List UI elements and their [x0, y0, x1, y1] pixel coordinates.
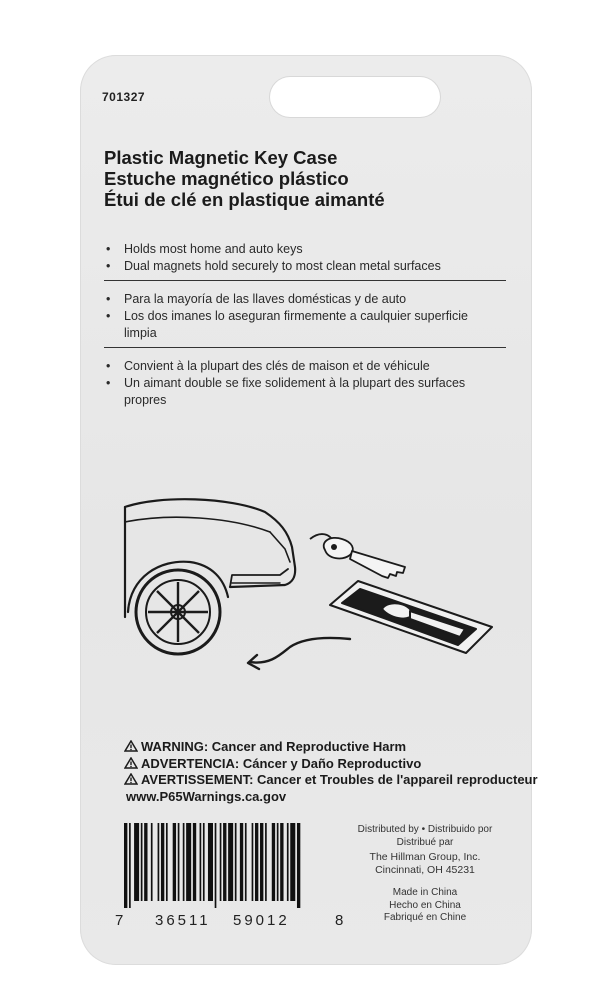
barcode-bar: [151, 823, 153, 901]
barcode-bar: [223, 823, 226, 901]
distributor-info: [350, 823, 500, 877]
distributor-label: Distributed by • Distribuido por: [357, 824, 493, 835]
divider: [104, 280, 506, 281]
bullet-item: • Los dos imanes lo aseguran firmemente a caulquier superficie limpia: [104, 308, 474, 342]
hang-hole: [270, 77, 440, 117]
distributor-company: The Hillman Group, Inc.: [369, 851, 481, 863]
sku-number: 701327: [102, 90, 146, 104]
car-key-case-illustration: [120, 487, 520, 687]
barcode-bar: [200, 823, 202, 901]
warning-text: ADVERTENCIA: Cáncer y Daño Reproductivo: [141, 755, 422, 771]
upc-barcode: [124, 823, 302, 908]
barcode-digit: 7: [115, 912, 124, 929]
title-english: Plastic Magnetic Key Case: [104, 147, 338, 168]
bullets-spanish: [104, 291, 514, 342]
barcode-bar: [290, 823, 295, 901]
title-french: Étui de clé en plastique aimanté: [104, 189, 385, 210]
barcode-bar: [144, 823, 147, 901]
barcode-digit: 36511: [155, 912, 211, 929]
warning-triangle-icon: [124, 740, 138, 752]
barcode-bar: [255, 823, 258, 901]
barcode-bar: [252, 823, 254, 901]
origin-french: Fabriqué en Chine: [383, 912, 467, 923]
bullets-english: [104, 241, 514, 275]
bullets-french: [104, 358, 514, 409]
divider: [104, 347, 506, 348]
barcode-bar: [240, 823, 243, 901]
barcode-bar: [235, 823, 237, 901]
barcode-bar: [272, 823, 275, 901]
bullet-item: • Para la mayoría de las llaves domésticas y de auto: [104, 291, 514, 308]
bullet-item: • Convient à la plupart des clés de maison et de véhicule: [104, 358, 514, 375]
barcode-bar: [203, 823, 205, 901]
country-of-origin: [350, 887, 500, 925]
barcode-bar: [297, 823, 300, 908]
barcode-bar: [124, 823, 127, 908]
warning-text: AVERTISSEMENT: Cancer et Troubles de l'appareil reproducteur: [141, 772, 538, 787]
barcode-bar: [215, 823, 217, 908]
car-line: [125, 517, 270, 532]
warning-triangle-icon: [124, 773, 138, 785]
barcode-bar: [193, 823, 196, 901]
warning-english: [124, 739, 524, 756]
barcode-bar: [166, 823, 168, 901]
barcode-bar: [265, 823, 267, 901]
barcode-bar: [245, 823, 247, 901]
warning-triangle-icon: [124, 757, 138, 769]
barcode-bar: [208, 823, 213, 901]
barcode-bar: [220, 823, 222, 901]
warning-spanish: [124, 756, 524, 773]
barcode-bar: [134, 823, 139, 901]
product-titles: [104, 147, 504, 210]
barcode-bar: [277, 823, 279, 901]
packaging-card: [80, 55, 538, 965]
key-case-icon: [330, 581, 492, 653]
barcode-bar: [161, 823, 164, 901]
barcode-bar: [158, 823, 160, 901]
barcode-digit: 8: [335, 912, 344, 929]
origin-english: Made in China: [392, 887, 458, 898]
barcode-bar: [183, 823, 185, 901]
key-icon: [324, 538, 405, 578]
arrow-path: [250, 638, 350, 663]
bullet-item: • Un aimant double se fixe solidement à la plupart des surfaces propres: [104, 375, 504, 409]
barcode-bar: [173, 823, 176, 901]
barcode-bar: [129, 823, 131, 908]
barcode-bar: [228, 823, 233, 901]
bullet-item: • Dual magnets hold securely to most clean metal surfaces: [104, 258, 514, 275]
barcode-bar: [260, 823, 263, 901]
warning-url: www.P65Warnings.ca.gov: [126, 788, 287, 804]
title-spanish: Estuche magnético plástico: [104, 168, 349, 189]
distributor-label-fr: Distribué par: [396, 837, 454, 848]
warning-french: [124, 772, 538, 789]
barcode-bar: [178, 823, 180, 901]
prop65-warnings: [124, 739, 538, 805]
barcode-bar: [287, 823, 289, 901]
car-hood-line: [125, 499, 295, 587]
distributor-city: Cincinnati, OH 45231: [375, 864, 475, 876]
barcode-bar: [186, 823, 191, 901]
barcode-bar: [141, 823, 143, 901]
warning-text: WARNING: Cancer and Reproductive Harm: [141, 739, 407, 754]
origin-spanish: Hecho en China: [389, 899, 461, 911]
barcode-bar: [280, 823, 283, 901]
barcode-digit: 59012: [233, 912, 290, 929]
bullet-item: • Holds most home and auto keys: [104, 241, 514, 258]
